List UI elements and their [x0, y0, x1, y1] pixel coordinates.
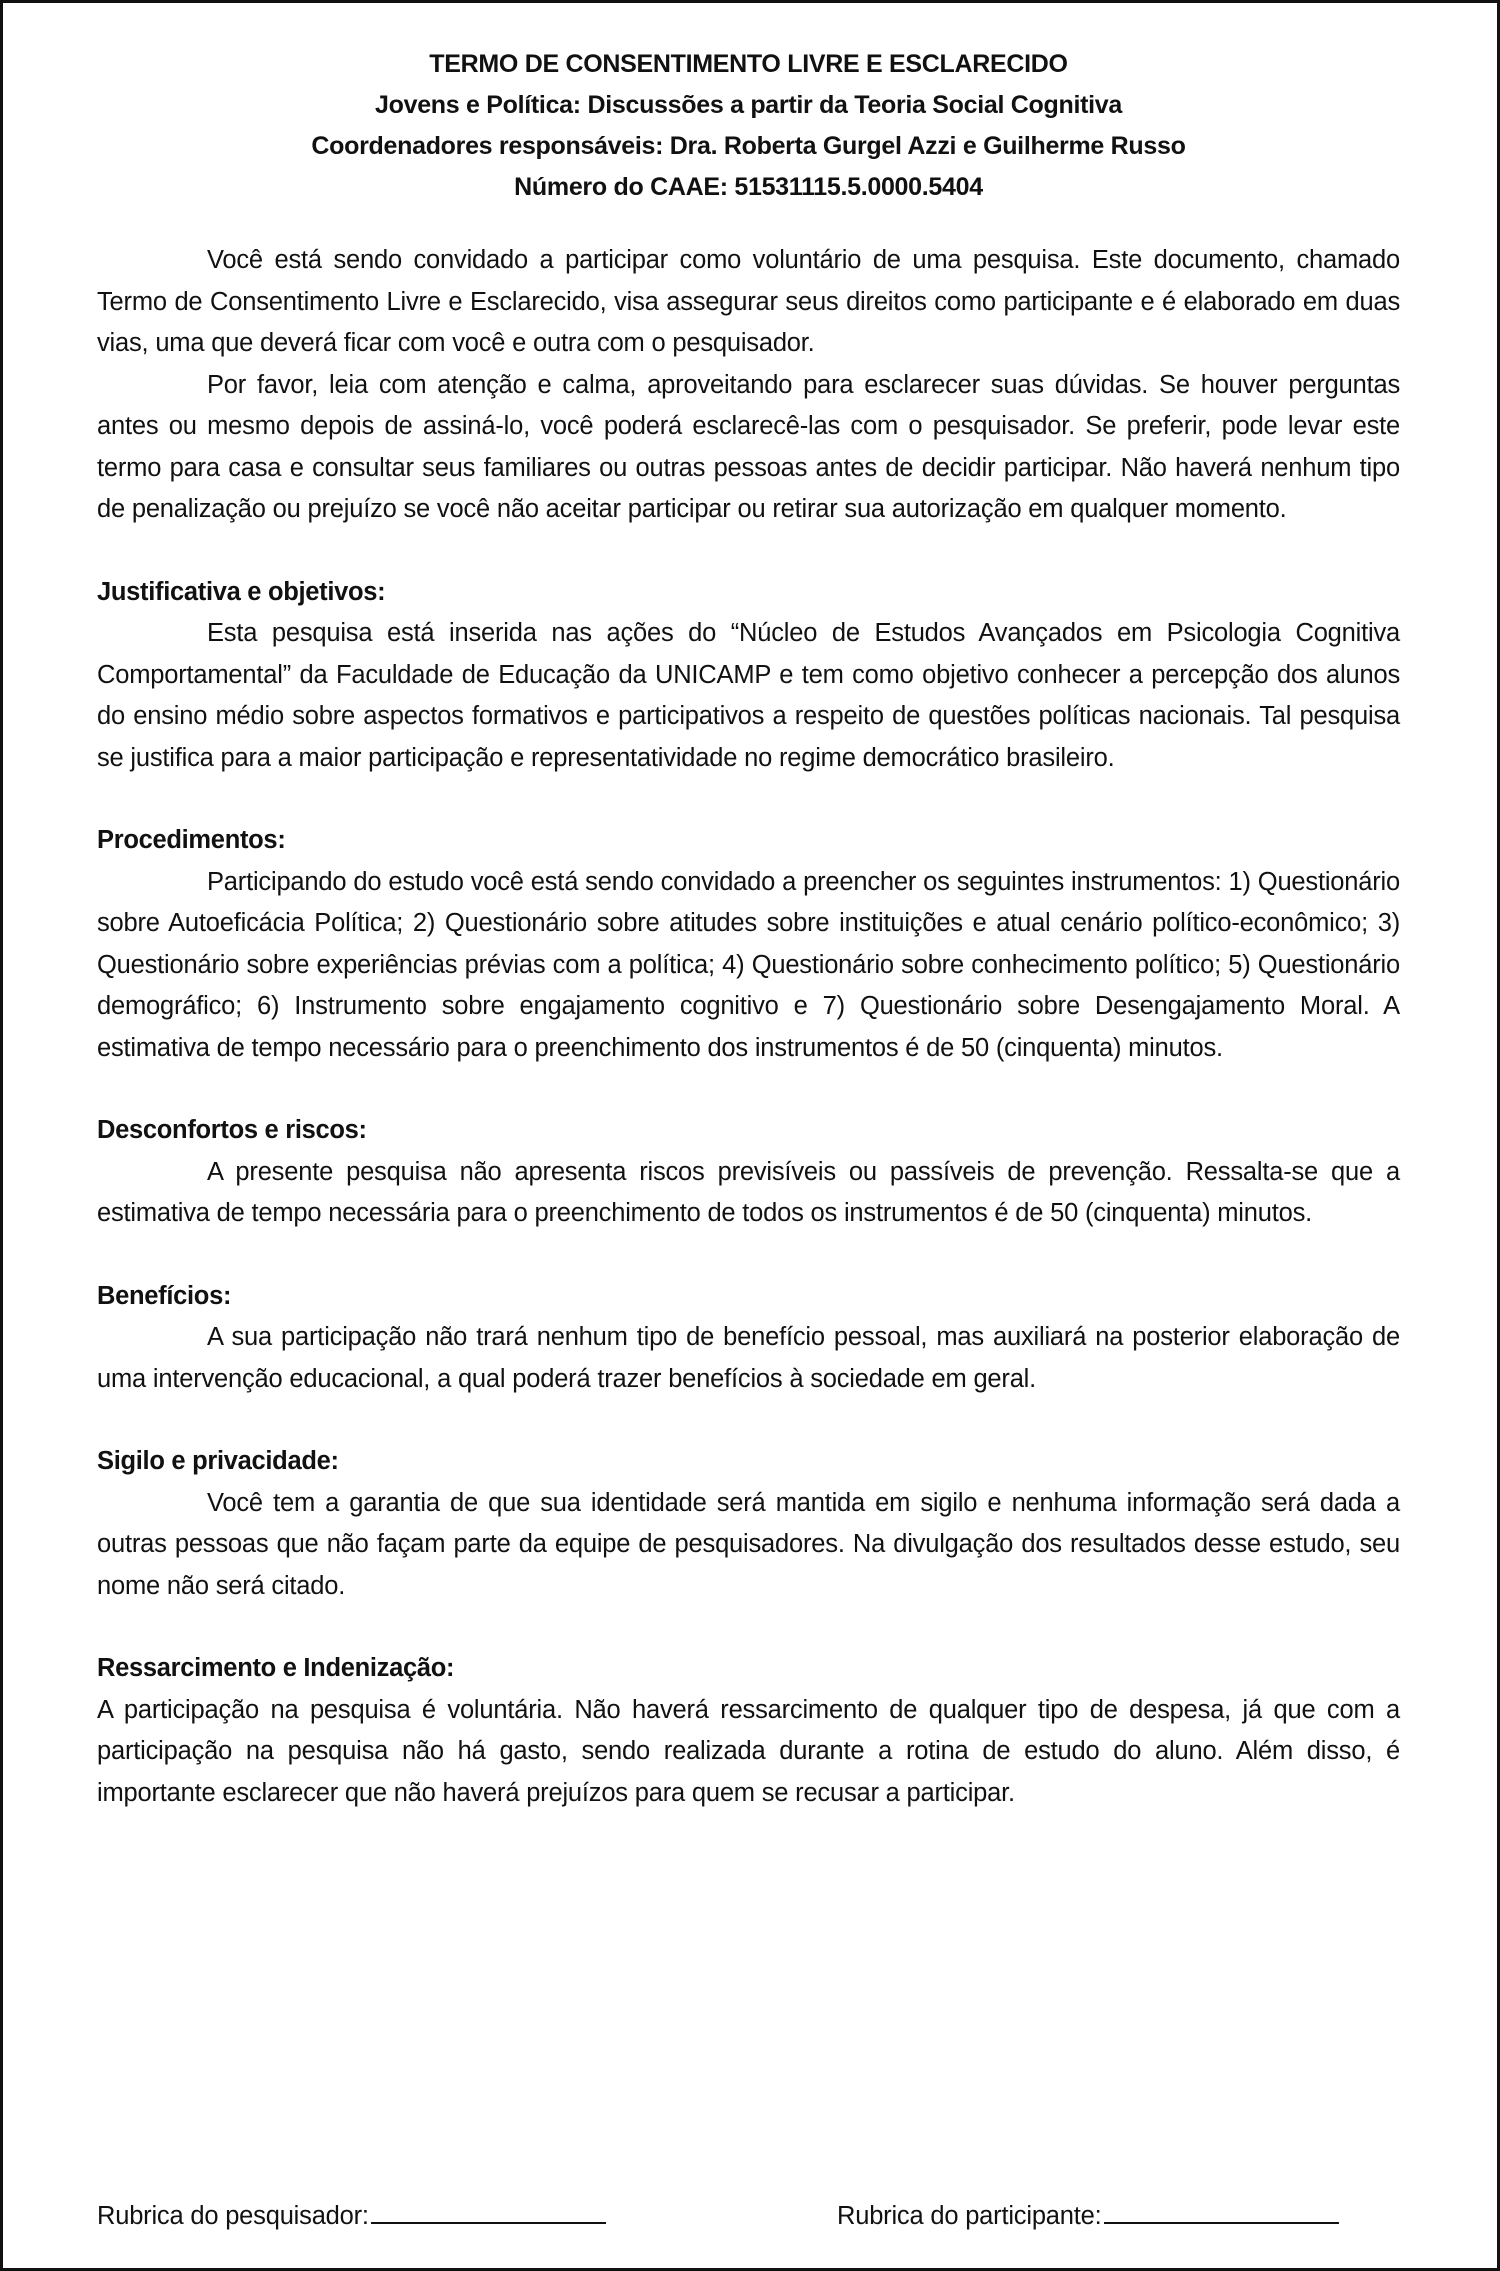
section-body: A participação na pesquisa é voluntária. Não haverá ressarcimento de qualquer tipo de despesa, já que com a participação na pesquisa não há gasto, sendo realizada durante a rotina de estudo do aluno. Além disso, é importante esclarecer que não haverá prejuízos para quem se recusar a participar. — [97, 1695, 1400, 1807]
consent-document — [97, 44, 1400, 1814]
section-body: Esta pesquisa está inserida nas ações do “Núcleo de Estudos Avançados em Psicologia Cognitiva Comportamental” da Faculdade de Educação da UNICAMP e tem como objetivo conhecer a percepção dos alunos do ensino médio sobre aspectos formativos e participativos a respeito de questões políticas nacionais. Tal pesquisa se justifica para a maior participação e representatividade no regime democrático brasileiro. — [97, 619, 1400, 772]
section-heading: Benefícios: — [97, 1281, 232, 1310]
intro-paragraph-1: Você está sendo convidado a participar como voluntário de uma pesquisa. Este documento, chamado Termo de Consentimento Livre e Esclarecido, visa assegurar seus direitos como participante e é elaborado em duas vias, uma que deverá ficar com você e outra com o pesquisador. — [97, 246, 1400, 357]
intro-section — [97, 240, 1400, 531]
section-sigilo-privacidade — [97, 1441, 1400, 1607]
caae-number: Número do CAAE: 51531115.5.0000.5404 — [514, 173, 983, 201]
document-header — [97, 44, 1400, 208]
participant-signature — [837, 2196, 1339, 2232]
section-heading: Sigilo e privacidade: — [97, 1447, 339, 1475]
participant-signature-label: Rubrica do participante: — [837, 2202, 1102, 2230]
section-ressarcimento — [97, 1648, 1400, 1814]
intro-paragraph-2: Por favor, leia com atenção e calma, aproveitando para esclarecer suas dúvidas. Se houver perguntas antes ou mesmo depois de assiná-lo, você poderá esclarecê-las com o pesquisador. Se preferir, pode levar este termo para casa e consultar seus familiares ou outras pessoas antes de decidir participar. Não haverá nenhum tipo de penalização ou prejuízo se você não aceitar participar ou retirar sua autorização em qualquer momento. — [97, 370, 1400, 523]
participant-signature-line[interactable] — [1104, 2196, 1339, 2224]
section-heading: Justificativa e objetivos: — [97, 577, 386, 606]
document-title: TERMO DE CONSENTIMENTO LIVRE E ESCLARECIDO — [429, 50, 1068, 78]
researcher-signature-label: Rubrica do pesquisador: — [97, 2202, 369, 2230]
section-justificativa — [97, 572, 1400, 780]
section-body: Você tem a garantia de que sua identidade será mantida em sigilo e nenhuma informação será dada a outras pessoas que não façam parte da equipe de pesquisadores. Na divulgação dos resultados desse estudo, seu nome não será citado. — [97, 1488, 1400, 1600]
section-heading: Ressarcimento e Indenização: — [97, 1654, 455, 1682]
section-beneficios — [97, 1276, 1400, 1401]
section-body: A presente pesquisa não apresenta riscos previsíveis ou passíveis de prevenção. Ressalta-se que a estimativa de tempo necessária para o preenchimento de todos os instrumentos é de 50 (cinquenta) minutos. — [97, 1157, 1400, 1227]
researcher-signature-line[interactable] — [371, 2196, 606, 2224]
researcher-signature — [97, 2196, 606, 2232]
section-heading: Desconfortos e riscos: — [97, 1116, 367, 1144]
section-body: Participando do estudo você está sendo convidado a preencher os seguintes instrumentos: 1) Questionário sobre Autoeficácia Política; 2) Questionário sobre atitudes sobre instituições e atual cenário político-econômico; 3) Questionário sobre experiências prévias com a política; 4) Questionário sobre conhecimento político; 5) Questionário demográfico; 6) Instrumento sobre engajamento cognitivo e 7) Questionário sobre Desengajamento Moral. A estimativa de tempo necessário para o preenchimento dos instrumentos é de 50 (cinquenta) minutos. — [97, 867, 1400, 1062]
section-heading: Procedimentos: — [97, 826, 286, 854]
study-title: Jovens e Política: Discussões a partir da Teoria Social Cognitiva — [375, 91, 1122, 119]
section-body: A sua participação não trará nenhum tipo de benefício pessoal, mas auxiliará na posterior elaboração de uma intervenção educacional, a qual poderá trazer benefícios à sociedade em geral. — [97, 1323, 1400, 1393]
section-desconfortos-riscos — [97, 1110, 1400, 1235]
coordinators-line: Coordenadores responsáveis: Dra. Roberta Gurgel Azzi e Guilherme Russo — [311, 132, 1186, 160]
section-procedimentos — [97, 820, 1400, 1069]
